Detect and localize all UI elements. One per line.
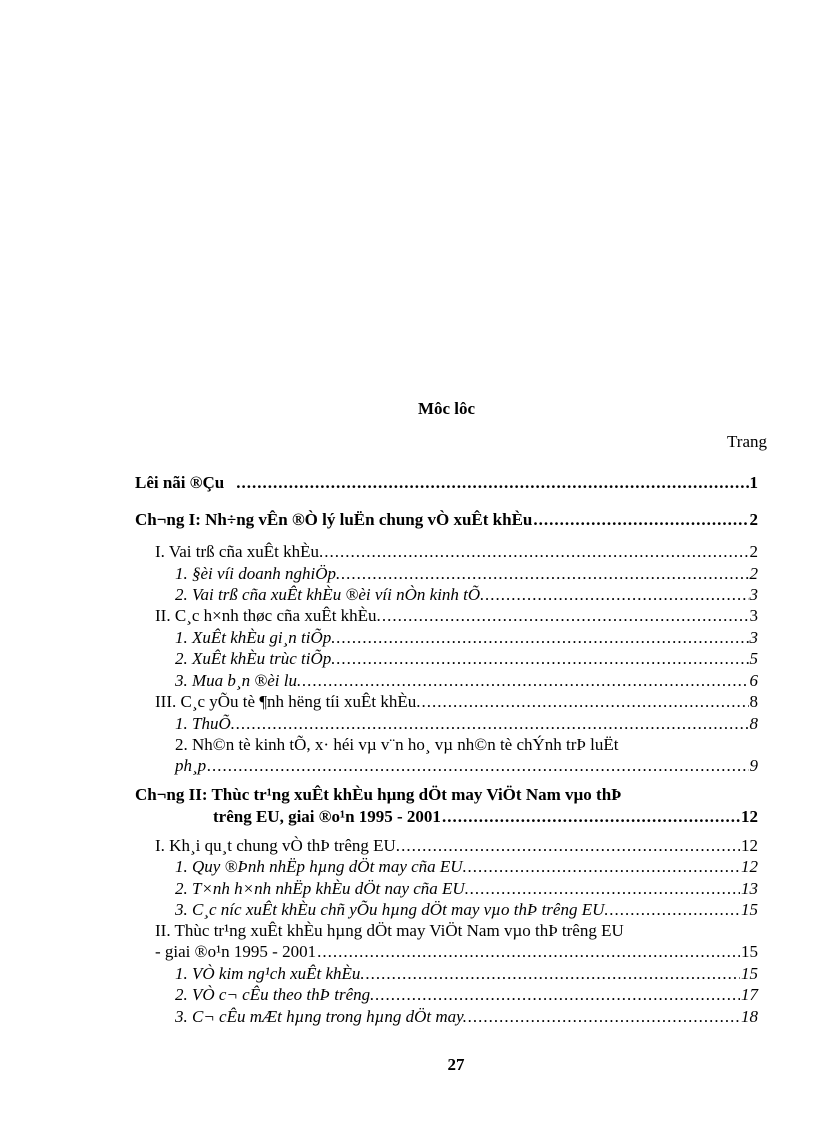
toc-entry <box>175 563 758 585</box>
toc-entry-page: 3 <box>749 628 758 647</box>
toc-entry <box>175 878 758 900</box>
toc-entry-page: 15 <box>741 900 758 919</box>
toc-entry-page: 6 <box>749 671 758 690</box>
toc-entry <box>135 784 758 806</box>
toc-entry-text: 2. T×nh h×nh nhËp khÈu dÖt nay cña EU. <box>175 879 469 898</box>
toc-entry-text: Lêi nãi ®Çu <box>135 473 225 492</box>
toc-entry <box>213 806 758 828</box>
toc-entry <box>175 648 758 670</box>
toc-entry-text: 1. §èi víi doanh nghiÖp. <box>175 564 341 583</box>
toc-entry-text: III. C¸c yÕu tè ¶nh hëng tíi xuÊt khÈu. <box>155 692 421 711</box>
toc-entry-page: 12 <box>741 836 758 855</box>
toc-entry-text: 2. VÒ c¬ cÊu theo thÞ trêng. <box>175 985 375 1004</box>
toc-entry-text: Ch¬ng I: Nh÷ng vÊn ®Ò lý luËn chung vÒ xuÊt khÈu <box>135 510 533 529</box>
toc-entry <box>175 963 758 985</box>
page-column-label: Trang <box>727 432 767 451</box>
toc-entry <box>175 984 758 1006</box>
toc-entry-text: trêng EU, giai ®o¹n 1995 - 2001 <box>213 807 441 826</box>
toc-entry-page: 9 <box>749 756 758 775</box>
toc-entry <box>175 670 758 692</box>
toc-entry <box>135 472 758 494</box>
toc-entry <box>155 835 758 857</box>
toc-entry-page: 8 <box>749 692 758 711</box>
toc-entry <box>175 856 758 878</box>
toc-entry-page: 12 <box>741 807 758 826</box>
toc-entry <box>135 509 758 531</box>
toc-entry <box>175 713 758 735</box>
toc-entry-text: 1. ThuÕ. <box>175 714 235 733</box>
page-number: 27 <box>447 1055 465 1074</box>
toc-entry <box>155 941 758 963</box>
toc-entry-text: Ch¬ng II: Thùc tr¹ng xuÊt khÈu hµng dÖt may ViÖt Nam vµo thÞ <box>135 785 622 804</box>
toc-entry-text: 1. VÒ kim ng¹ch xuÊt khÈu. <box>175 964 365 983</box>
toc-entry-page: 13 <box>741 879 758 898</box>
toc-entry-page: 2 <box>749 510 758 529</box>
toc-title: Môc lôc <box>417 399 476 418</box>
toc-entry-text: - giai ®o¹n 1995 - 2001 <box>155 942 317 961</box>
toc-entry-page: 3 <box>749 606 758 625</box>
toc-entry-text: 3. C¬ cÊu mÆt hµng trong hµng dÖt may. <box>175 1007 468 1026</box>
toc-entry-text: I. Kh¸i qu¸t chung vÒ thÞ trêng EU. <box>155 836 401 855</box>
toc-entry-page: 18 <box>741 1007 758 1026</box>
toc-entry-page: 3 <box>749 585 758 604</box>
toc-entry-page: 8 <box>749 714 758 733</box>
toc-entry-text: 3. Mua b¸n ®èi lu. <box>175 671 302 690</box>
toc-entry-page: 2 <box>749 564 758 583</box>
toc-entry-page: 2 <box>749 542 758 561</box>
toc-entry-text: II. C¸c h×nh thøc cña xuÊt khÈu. <box>155 606 381 625</box>
toc-entry-page: 1 <box>749 473 758 492</box>
toc-entry-text: 1. Quy ®Þnh nhËp hµng dÖt may cña EU. <box>175 857 467 876</box>
toc-entry-page: 17 <box>741 985 758 1004</box>
toc-entry <box>175 1006 758 1028</box>
toc-entry <box>155 541 758 563</box>
toc-entry <box>155 605 758 627</box>
toc-entry <box>175 627 758 649</box>
toc-entry <box>175 899 758 921</box>
toc-entry <box>155 691 758 713</box>
toc-entry-text: II. Thùc tr¹ng xuÊt khÈu hµng dÖt may ViÖt Nam vµo thÞ trêng EU <box>155 921 624 940</box>
toc-entry <box>175 734 758 756</box>
toc-entry <box>175 755 758 777</box>
toc-entry-text: 2. XuÊt khÈu trùc tiÕp. <box>175 649 336 668</box>
toc-entry <box>155 920 758 942</box>
toc-entry-text: 2. Vai trß cña xuÊt khÈu ®èi víi nÒn kinh tÕ. <box>175 585 485 604</box>
toc-entry-page: 12 <box>741 857 758 876</box>
toc-entry-page: 15 <box>741 964 758 983</box>
toc-entry-page: 5 <box>749 649 758 668</box>
toc-entry-text: 1. XuÊt khÈu gi¸n tiÕp. <box>175 628 336 647</box>
toc-entry <box>175 584 758 606</box>
toc-entry-text: I. Vai trß cña xuÊt khÈu. <box>155 542 324 561</box>
toc-entry-text: 2. Nh©n tè kinh tÕ, x· héi vµ v¨n ho¸ vµ nh©n tè chÝnh trÞ luËt <box>175 735 619 754</box>
toc-entry-text: 3. C¸c níc xuÊt khÈu chñ yÕu hµng dÖt may vµo thÞ trêng EU. <box>175 900 609 919</box>
toc-entry-page: 15 <box>741 942 758 961</box>
toc-entry-text: ph¸p <box>175 756 207 775</box>
